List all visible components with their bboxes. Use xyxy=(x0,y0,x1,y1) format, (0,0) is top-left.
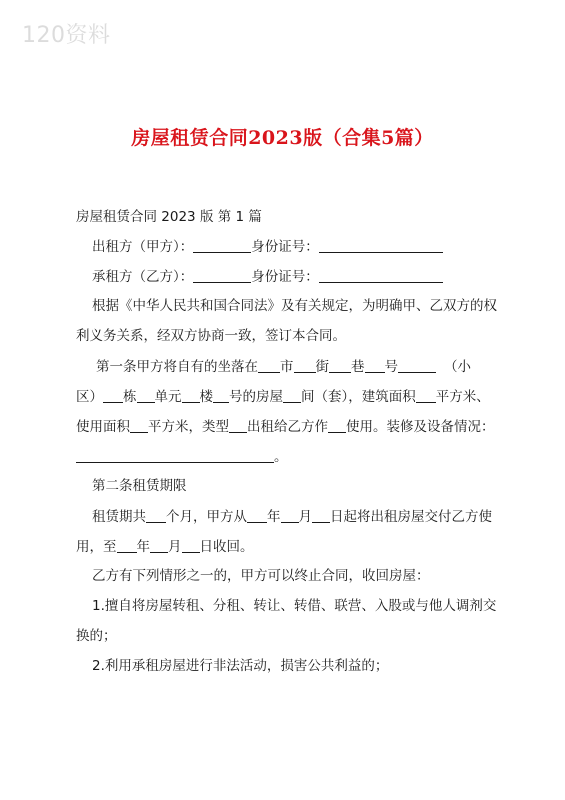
article-1-street: 街 xyxy=(315,359,329,375)
blank xyxy=(283,390,301,403)
article-1-city: 市 xyxy=(280,359,294,375)
blank xyxy=(329,360,351,373)
lessee-label: 承租方（乙方）： xyxy=(92,269,194,285)
article-1-lane: 巷 xyxy=(351,359,365,375)
article-1-sqm: 平方米、 xyxy=(435,389,490,405)
lessee-blank xyxy=(193,270,251,283)
article-2-text: 日收回。 xyxy=(199,539,254,555)
blank xyxy=(365,360,385,373)
article-2-text: 日起将出租房屋交付乙方使 xyxy=(330,509,492,525)
article-2-line-2 xyxy=(76,540,254,555)
lessee-id-label: 身份证号： xyxy=(251,269,319,285)
intro-line-2: 利义务关系，经双方协商一致，签订本合同。 xyxy=(76,328,346,344)
blank xyxy=(103,390,123,403)
blank xyxy=(247,510,267,523)
lessor-line xyxy=(92,240,443,255)
article-1-num: 号 xyxy=(384,359,398,375)
blank xyxy=(182,390,200,403)
termination-condition: 乙方有下列情形之一的，甲方可以终止合同，收回房屋： xyxy=(92,568,430,584)
blank xyxy=(294,360,316,373)
blank xyxy=(416,390,436,403)
article-1-building: 栋 xyxy=(123,389,137,405)
lessee-id-blank xyxy=(319,270,443,283)
article-2-text: 个月，甲方从 xyxy=(166,509,247,525)
article-1-unit: 单元 xyxy=(154,389,182,405)
article-1-floor: 楼 xyxy=(199,389,213,405)
article-1-line-1 xyxy=(96,360,471,375)
article-2-text: 年 xyxy=(136,539,150,555)
article-1-text: 使用面积 xyxy=(76,419,130,435)
article-1-text: 出租给乙方作 xyxy=(247,419,328,435)
lessor-blank xyxy=(193,240,251,253)
blank xyxy=(146,510,166,523)
article-1-line-4 xyxy=(76,450,288,465)
item-2: 2.利用承租房屋进行非法活动，损害公共利益的； xyxy=(92,658,389,674)
item-1-line-2: 换的； xyxy=(76,628,117,644)
article-1-text: 区） xyxy=(76,389,103,405)
blank xyxy=(150,540,168,553)
blank xyxy=(130,420,148,433)
blank xyxy=(137,390,155,403)
contract-subtitle: 房屋租赁合同 2023 版 第 1 篇 xyxy=(76,209,262,225)
article-2-text: 用，至 xyxy=(76,539,117,555)
blank xyxy=(229,420,247,433)
lessor-id-label: 身份证号： xyxy=(251,239,319,255)
watermark: 120资料 xyxy=(22,23,111,48)
blank xyxy=(312,510,330,523)
article-1-end: 。 xyxy=(274,449,288,465)
blank xyxy=(213,390,229,403)
article-1-text: 使用。装修及设备情况： xyxy=(346,419,495,435)
article-1-text: 平方米，类型 xyxy=(148,419,229,435)
blank xyxy=(117,540,137,553)
article-2-text: 月 xyxy=(168,539,182,555)
intro-line-1: 根据《中华人民共和国合同法》及有关规定，为明确甲、乙双方的权 xyxy=(92,298,497,314)
decoration-blank xyxy=(76,450,274,463)
article-2-text: 年 xyxy=(267,509,281,525)
blank xyxy=(398,360,436,373)
article-1-rooms: 间（套），建筑面积 xyxy=(301,389,416,405)
lessor-label: 出租方（甲方）： xyxy=(92,239,194,255)
lessor-id-blank xyxy=(319,240,443,253)
article-1-room: 号的房屋 xyxy=(229,389,283,405)
article-2-title: 第二条租赁期限 xyxy=(92,478,187,494)
article-1-line-3 xyxy=(76,420,495,435)
article-1-text: 第一条甲方将自有的坐落在 xyxy=(96,359,258,375)
blank xyxy=(281,510,299,523)
item-1-line-1: 1.擅自将房屋转租、分租、转让、转借、联营、入股或与他人调剂交 xyxy=(92,598,497,614)
blank xyxy=(328,420,346,433)
document-title: 房屋租赁合同2023版（合集5篇） xyxy=(131,127,434,149)
blank xyxy=(258,360,280,373)
article-2-line-1 xyxy=(92,510,492,525)
article-2-text: 租赁期共 xyxy=(92,509,146,525)
blank xyxy=(182,540,200,553)
article-2-text: 月 xyxy=(298,509,312,525)
article-1-district: （小 xyxy=(444,359,471,375)
article-1-line-2 xyxy=(76,390,490,405)
lessee-line xyxy=(92,270,443,285)
